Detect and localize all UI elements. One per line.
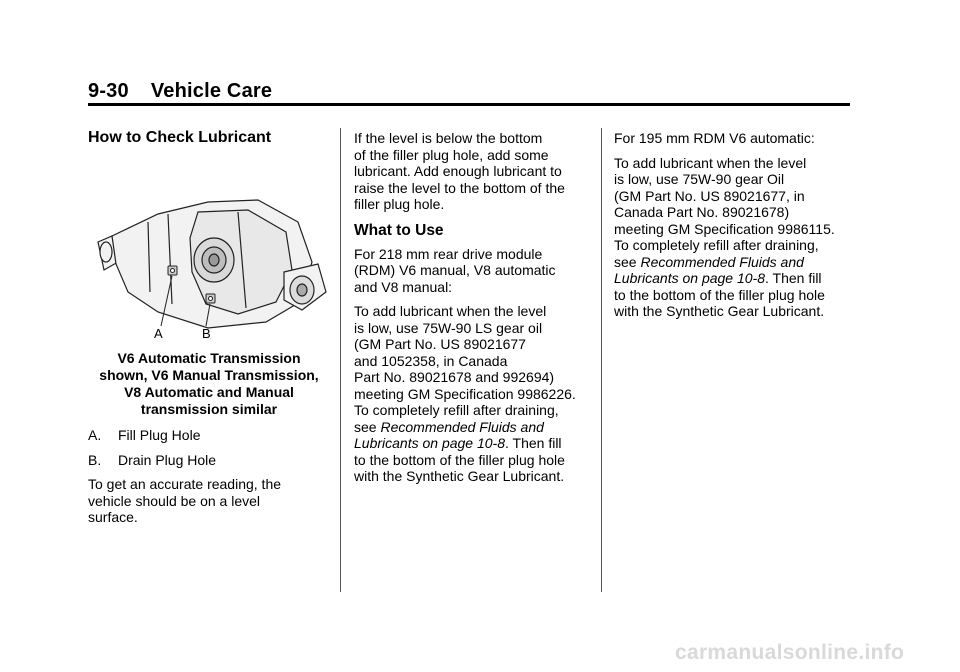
text-line: with the Synthetic Gear Lubricant. (354, 468, 565, 484)
what-to-use-heading: What to Use (354, 221, 444, 239)
caption-line: V8 Automatic and Manual (124, 384, 294, 400)
legend-letter: B. (88, 451, 102, 468)
legend-letter: A. (88, 427, 102, 443)
header-rule (88, 103, 850, 106)
text-line: filler plug hole. (354, 196, 445, 212)
text-line: raise the level to the bottom of the (354, 179, 565, 196)
column-1 (88, 128, 328, 148)
text-line: Part No. 89021678 and 992694) (354, 369, 555, 385)
text-line: . Then fill (505, 435, 562, 451)
text-line: For 218 mm rear drive module (354, 245, 543, 262)
callout-b: B (202, 326, 211, 341)
cross-reference-link[interactable]: Lubricants on page 10‑8 (614, 270, 765, 286)
text-line: and V8 manual: (354, 278, 453, 295)
site-watermark: carmanualsonline.info (675, 641, 905, 664)
cross-reference-link[interactable]: Lubricants on page 10‑8 (354, 435, 505, 451)
lubricant-195-paragraph (614, 155, 854, 320)
section-heading: How to Check Lubricant (88, 129, 272, 146)
text-line: with the Synthetic Gear Lubricant. (614, 303, 825, 319)
text-line: is low, use 75W-90 gear Oil (614, 171, 785, 187)
text-line: is low, use 75W-90 LS gear oil (354, 319, 543, 336)
column-divider-1 (340, 128, 341, 592)
text-line: Canada Part No. 89021678) (614, 204, 790, 220)
legend-item (88, 452, 330, 469)
lubricant-218-paragraph (354, 303, 590, 485)
page-header (88, 80, 272, 103)
text-line: surface. (88, 509, 138, 525)
legend-text: Fill Plug Hole (118, 427, 201, 443)
text-line: to the bottom of the filler plug hole (614, 286, 825, 303)
legend-text: Drain Plug Hole (118, 451, 217, 468)
figure-legend (88, 427, 330, 534)
column-divider-2 (601, 128, 602, 592)
cross-reference-link[interactable]: Recommended Fluids and (640, 253, 804, 270)
text-line: To add lubricant when the level (614, 154, 807, 171)
cross-reference-link[interactable]: Recommended Fluids and (380, 418, 544, 435)
caption-line: transmission similar (140, 401, 278, 417)
text-line: see (354, 418, 377, 435)
caption-line: V6 Automatic Transmission (117, 350, 301, 366)
rdm-218-paragraph (354, 246, 590, 296)
text-line: vehicle should be on a level (88, 492, 261, 509)
text-line: see (614, 253, 637, 270)
text-line: (RDM) V6 manual, V8 automatic (354, 262, 556, 278)
text-line: meeting GM Specification 9986226. (354, 385, 576, 402)
rdm-195-paragraph: For 195 mm RDM V6 automatic: (614, 130, 815, 146)
text-line: (GM Part No. US 89021677, in (614, 187, 805, 204)
text-line: To completely refill after draining, (614, 237, 819, 253)
section-title: Vehicle Care (150, 80, 273, 102)
text-line: to the bottom of the filler plug hole (354, 451, 565, 468)
text-line: of the filler plug hole, add some (354, 146, 549, 163)
text-line: and 1052358, in Canada (354, 352, 508, 369)
rear-drive-module-illustration (88, 192, 330, 342)
text-line: If the level is below the bottom (354, 130, 543, 146)
figure-caption (88, 350, 330, 418)
text-line: To add lubricant when the level (354, 303, 547, 319)
text-line: (GM Part No. US 89021677 (354, 336, 526, 352)
text-line: . Then fill (765, 270, 822, 286)
caption-line: shown, V6 Manual Transmission, (99, 367, 319, 383)
legend-item (88, 427, 330, 444)
level-paragraph (354, 130, 590, 213)
text-line: lubricant. Add enough lubricant to (354, 163, 562, 179)
accurate-reading-paragraph (88, 476, 330, 526)
column-2 (354, 130, 590, 493)
text-line: To get an accurate reading, the (88, 476, 282, 492)
text-line: meeting GM Specification 9986115. (614, 220, 835, 237)
text-line: To completely refill after draining, (354, 402, 559, 418)
column-3 (614, 130, 854, 328)
callout-a: A (154, 326, 163, 341)
page-number: 9-30 (88, 80, 129, 102)
